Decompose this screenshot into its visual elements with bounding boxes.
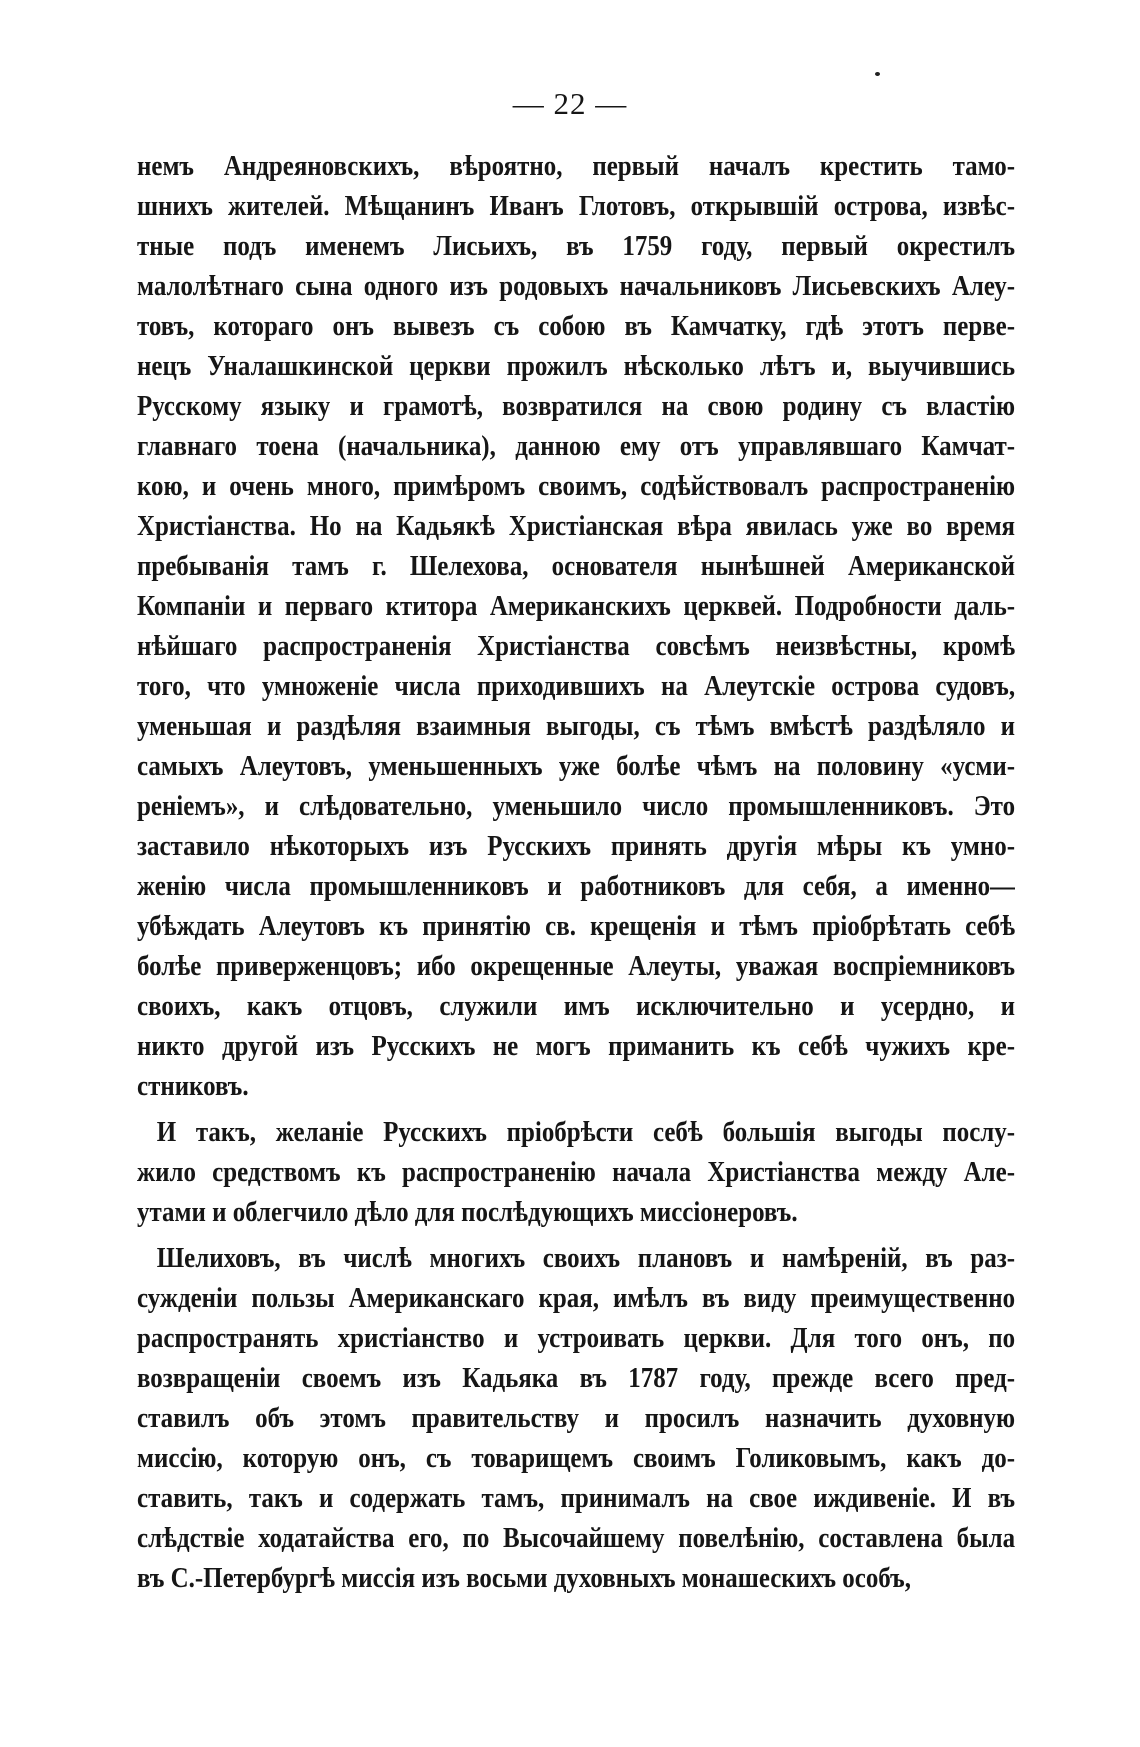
text-line: ставить, такъ и содержать тамъ, принималъ на свое иждивеніе. И въ bbox=[137, 1482, 1016, 1514]
text-line: утами и облегчило дѣло для послѣдующихъ миссіонеровъ. bbox=[137, 1196, 798, 1228]
text-line: никто другой изъ Русскихъ не могъ приманить къ себѣ чужихъ кре- bbox=[137, 1030, 1016, 1062]
paragraph-2 bbox=[137, 1112, 1015, 1232]
text-line: товъ, котораго онъ вывезъ съ собою въ Камчатку, гдѣ этотъ перве- bbox=[137, 310, 1016, 342]
text-line: пребыванія тамъ г. Шелехова, основателя нынѣшней Американской bbox=[137, 550, 1016, 582]
text-line: женію числа промышленниковъ и работниковъ для себя, а именно— bbox=[137, 870, 1016, 902]
text-line: уменьшая и раздѣляя взаимныя выгоды, съ тѣмъ вмѣстѣ раздѣляло и bbox=[137, 710, 1016, 742]
text-line: жило средствомъ къ распространенію начала Христіанства между Але- bbox=[137, 1156, 1016, 1188]
text-line: Русскому языку и грамотѣ, возвратился на свою родину съ властію bbox=[137, 390, 1016, 422]
body-text bbox=[137, 146, 1015, 1598]
text-line: тные подъ именемъ Лисьихъ, въ 1759 году, первый окрестилъ bbox=[137, 230, 1016, 262]
text-line: въ С.-Петербургѣ миссія изъ восьми духовныхъ монашескихъ особъ, bbox=[137, 1562, 911, 1594]
text-line: возвращеніи своемъ изъ Кадьяка въ 1787 году, прежде всего пред- bbox=[137, 1362, 1016, 1394]
text-line: малолѣтнаго сына одного изъ родовыхъ начальниковъ Лисьевскихъ Алеу- bbox=[137, 270, 1016, 302]
text-line: И такъ, желаніе Русскихъ пріобрѣсти себѣ большія выгоды послу- bbox=[156, 1116, 1016, 1148]
text-line: распространять христіанство и устроивать церкви. Для того онъ, по bbox=[137, 1322, 1016, 1354]
text-line: Христіанства. Но на Кадьякѣ Христіанская вѣра явилась уже во время bbox=[137, 510, 1016, 542]
paragraph-3 bbox=[137, 1238, 1015, 1598]
text-line: самыхъ Алеутовъ, уменьшенныхъ уже болѣе чѣмъ на половину «усми- bbox=[137, 750, 1016, 782]
text-line: стниковъ. bbox=[137, 1070, 249, 1102]
text-line: убѣждать Алеутовъ къ принятію св. крещенія и тѣмъ пріобрѣтать себѣ bbox=[137, 910, 1016, 942]
text-line: того, что умноженіе числа приходившихъ на Алеутскіе острова судовъ, bbox=[137, 670, 1016, 702]
text-line: своихъ, какъ отцовъ, служили имъ исключительно и усердно, и bbox=[137, 990, 1016, 1022]
text-line: нецъ Уналашкинской церкви прожилъ нѣсколько лѣтъ и, выучившись bbox=[137, 350, 1016, 382]
text-line: кою, и очень много, примѣромъ своимъ, содѣйствовалъ распространенію bbox=[137, 470, 1016, 502]
text-line: главнаго тоена (начальника), данною ему отъ управлявшаго Камчат- bbox=[137, 430, 1016, 462]
text-line: Компаніи и перваго ктитора Американскихъ церквей. Подробности даль- bbox=[137, 590, 1016, 622]
text-line: шнихъ жителей. Мѣщанинъ Иванъ Глотовъ, открывшій острова, извѣс- bbox=[137, 190, 1016, 222]
paragraph-1 bbox=[137, 146, 1015, 1106]
page-number: — 22 — bbox=[512, 86, 628, 121]
text-line: миссію, которую онъ, съ товарищемъ своимъ Голиковымъ, какъ до- bbox=[137, 1442, 1016, 1474]
ink-speck bbox=[875, 72, 880, 76]
text-line: слѣдствіе ходатайства его, по Высочайшему повелѣнію, составлена была bbox=[137, 1522, 1016, 1554]
text-line: реніемъ», и слѣдовательно, уменьшило число промышленниковъ. Это bbox=[137, 790, 1016, 822]
text-line: Шелиховъ, въ числѣ многихъ своихъ плановъ и намѣреній, въ раз- bbox=[156, 1242, 1016, 1274]
text-line: немъ Андреяновскихъ, вѣроятно, первый началъ крестить тамо- bbox=[137, 150, 1016, 182]
text-line: ставилъ объ этомъ правительству и просилъ назначить духовную bbox=[137, 1402, 1016, 1434]
text-line: заставило нѣкоторыхъ изъ Русскихъ принять другія мѣры къ умно- bbox=[137, 830, 1016, 862]
text-line: сужденіи пользы Американскаго края, имѣлъ въ виду преимущественно bbox=[137, 1282, 1016, 1314]
text-line: болѣе приверженцовъ; ибо окрещенные Алеуты, уважая воспріемниковъ bbox=[137, 950, 1016, 982]
text-line: нѣйшаго распространенія Христіанства совсѣмъ неизвѣстны, кромѣ bbox=[137, 630, 1016, 662]
